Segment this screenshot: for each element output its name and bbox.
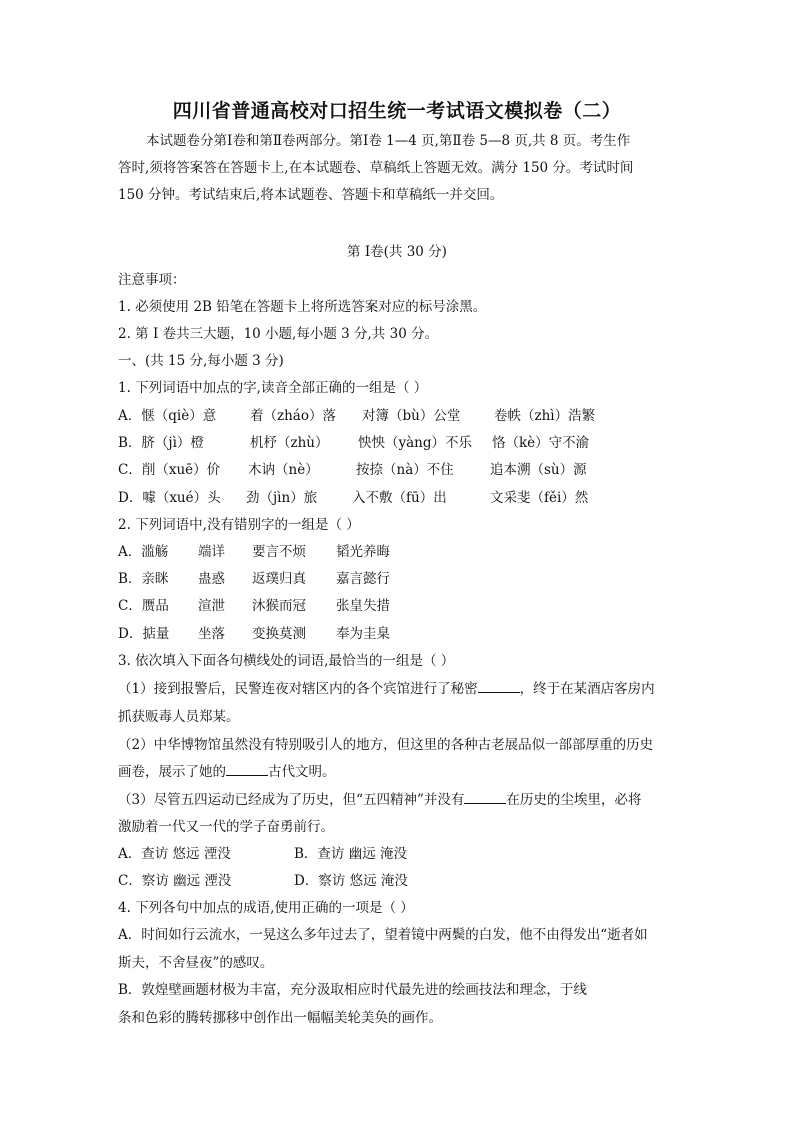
question-stem: 3. 依次填入下面各句横线处的词语,最恰当的一组是（ ） [118, 653, 455, 669]
option-item: 按捺（nà）不住 [356, 462, 454, 478]
intro-line: 150 分钟。考试结束后,将本试题卷、答题卡和草稿纸一并交回。 [118, 187, 504, 203]
option-item: 变换莫测 [252, 626, 306, 642]
sentence-text: ，终于在某酒店客房内 [519, 681, 655, 697]
option-item: 嘉言懿行 [336, 571, 390, 587]
option-item: 对簿（bù）公堂 [362, 408, 461, 424]
option-item: 蛊惑 [198, 571, 225, 587]
fill-blank [478, 680, 520, 693]
option-item: 入不敷（fū）出 [352, 490, 447, 506]
option-item: 恪（kè）守不渝 [492, 435, 590, 451]
option-item: 文采斐（fěi）然 [490, 490, 589, 506]
option-item: B．脐（jì）橙 [118, 435, 204, 451]
option-item: 韬光养晦 [336, 544, 390, 560]
option-item: D．察访 悠远 淹没 [294, 873, 408, 889]
question-stem: 4. 下列各句中加点的成语,使用正确的一项是（ ） [118, 900, 414, 916]
option-item: 要言不烦 [252, 544, 306, 560]
sentence-line [118, 788, 641, 808]
option-item: C．察访 幽远 湮没 [118, 873, 232, 889]
option-item: B．亲眯 [118, 571, 169, 587]
option-item: A．惬（qiè）意 [118, 408, 217, 424]
option-item: 机杼（zhù） [250, 435, 329, 451]
option-item: 卷帙（zhì）浩繁 [494, 408, 596, 424]
sentence-text: 画卷，展示了她的 [118, 764, 226, 780]
option-item: 着（zháo）落 [250, 408, 336, 424]
intro-paragraph [118, 128, 678, 209]
option-item: 追本溯（sù）源 [490, 462, 587, 478]
option-item: 沐猴而冠 [252, 598, 306, 614]
question-stem: 1. 下列词语中加点的字,读音全部正确的一组是（ ） [118, 380, 428, 396]
sentence-line: 激励着一代又一代的学子奋勇前行。 [118, 819, 334, 835]
option-item: 渲泄 [198, 598, 225, 614]
option-item: D．掂量 [118, 626, 170, 642]
fill-blank [226, 763, 268, 776]
sentence-text: 古代文明。 [268, 764, 336, 780]
option-item: A．查访 悠远 湮没 [118, 846, 231, 862]
option-item: C．赝品 [118, 598, 169, 614]
intro-line: 答时,须将答案答在答题卡上,在本试题卷、草稿纸上答题无效。满分 150 分。考试时间 [118, 160, 634, 176]
notice-item: 1. 必须使用 2B 铅笔在答题卡上将所选答案对应的标号涂黑。 [118, 299, 487, 315]
option-item: 端详 [198, 544, 225, 560]
option-item: 张皇失措 [336, 598, 390, 614]
option-item: B．查访 幽远 淹没 [294, 846, 408, 862]
option-item: 怏怏（yàng）不乐 [358, 435, 473, 451]
intro-line: 本试题卷分第Ⅰ卷和第Ⅱ卷两部分。第Ⅰ卷 1—4 页,第Ⅱ卷 5—8 页,共 8 页。考生作 [146, 133, 631, 149]
option-item: 奉为圭臬 [336, 626, 390, 642]
question-stem: 2. 下列词语中,没有错别字的一组是（ ） [118, 517, 360, 533]
option-item: A．滥觞 [118, 544, 169, 560]
notice-label: 注意事项： [118, 272, 186, 288]
option-item: D．噱（xué）头 [118, 490, 221, 506]
option-line: 斯夫，不舍昼夜”的感叹。 [118, 955, 274, 971]
sentence-line: （2）中华博物馆虽然没有特别吸引人的地方，但这里的各种古老展品似一部部厚重的历史 [118, 737, 654, 753]
option-line: B．敦煌壁画题材极为丰富，充分汲取相应时代最先进的绘画技法和理念，于线 [118, 982, 587, 998]
sentence-line [118, 760, 336, 780]
option-item: 劲（jìn）旅 [246, 490, 318, 506]
fill-blank [464, 791, 506, 804]
sentence-text: （3）尽管五四运动已经成为了历史，但“五四精神”并没有 [118, 792, 465, 808]
option-item: 木讷（nè） [248, 462, 319, 478]
option-item: 坐落 [198, 626, 225, 642]
section-heading: 第 Ⅰ卷(共 30 分) [347, 244, 447, 260]
option-line: A．时间如行云流水，一晃这么多年过去了，望着镜中两鬓的白发，他不由得发出“逝者如 [118, 927, 648, 943]
notice-item: 2. 第 Ⅰ 卷共三大题，10 小题,每小题 3 分,共 30 分。 [118, 326, 439, 342]
sentence-text: （1）接到报警后，民警连夜对辖区内的各个宾馆进行了秘密 [118, 681, 478, 697]
sentence-line: 抓获贩毒人员郑某。 [118, 709, 240, 725]
option-line: 条和色彩的腾转挪移中创作出一幅幅美轮美奂的画作。 [118, 1010, 442, 1026]
part-heading: 一、(共 15 分,每小题 3 分) [118, 353, 284, 369]
page-title: 四川省普通高校对口招生统一考试语文模拟卷（二） [172, 100, 622, 122]
sentence-line [118, 677, 655, 697]
option-item: 返璞归真 [252, 571, 306, 587]
option-item: C．削（xuē）价 [118, 462, 221, 478]
sentence-text: 在历史的尘埃里，必将 [506, 792, 642, 808]
